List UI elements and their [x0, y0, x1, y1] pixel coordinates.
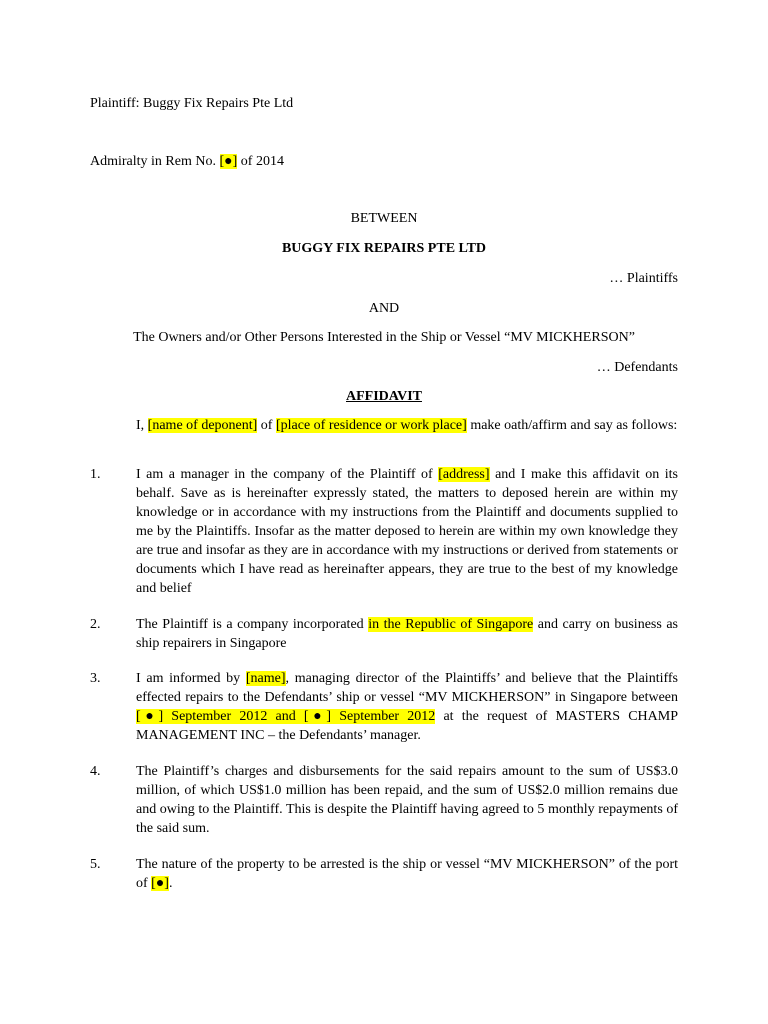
paragraph-3: [90, 669, 678, 745]
defendant-name: The Owners and/or Other Persons Interested in the Ship or Vessel “MV MICKHERSON”: [133, 330, 635, 345]
paragraph-number: 3.: [90, 671, 101, 686]
paragraph-text-part: at the request of MASTERS CHAMP MANAGEMENT INC – the Defendants’ manager.: [136, 709, 678, 743]
paragraph-2: [90, 615, 678, 653]
intro-paragraph: [90, 416, 678, 435]
jurisdiction-highlight: in the Republic of Singapore: [368, 617, 534, 632]
paragraph-text-part: The Plaintiff is a company incorporated: [136, 617, 369, 632]
paragraph-text: The Plaintiff’s charges and disbursements for the said repairs amount to the sum of US$3.0 million, of which US$1.0 million has been repaid, and the sum of US$2.0 million remains due and owing to the Plaintiff. This is despite the Plaintiff having agreed to 5 monthly repayments of the said sum.: [136, 764, 678, 836]
defendant-role: … Defendants: [596, 360, 678, 375]
paragraph-1: [90, 465, 678, 598]
paragraph-text-part: and I make this affidavit on its behalf. Save as is hereinafter expressly stated, the matters to deposed herein are within my knowledge or in accordance with my instructions from the Plaintiff and documents supplied to me by the Plaintiffs. Insofar as the matter deposed to herein are within my own knowledge they are true and insofar as they are in accordance with my instructions or derived from statements or documents which I have read as hereinafter appears, they are true to the best of my knowledge and belief: [136, 467, 678, 596]
paragraph-5: [90, 855, 678, 893]
paragraph-text: [136, 669, 678, 745]
plaintiff-role: … Plaintiffs: [609, 271, 678, 286]
date-range-placeholder: [●] September 2012 and [●] September 2012: [136, 709, 436, 724]
intro-text-2: of: [257, 418, 276, 433]
paragraph-text-part: .: [168, 876, 173, 891]
paragraph-4: [90, 762, 678, 838]
case-number-suffix: of 2014: [237, 154, 284, 169]
paragraph-text: [136, 855, 678, 893]
paragraph-number: 1.: [90, 467, 101, 482]
residence-placeholder: [place of residence or work place]: [275, 418, 467, 433]
paragraph-text-part: , managing director of the Plaintiffs’ and believe that the Plaintiffs effected repairs to the Defendants’ ship or vessel “MV MICKHERSON” in Singapore between: [136, 671, 678, 705]
between-label: BETWEEN: [350, 211, 418, 226]
plaintiff-header: Plaintiff: Buggy Fix Repairs Pte Ltd: [90, 96, 294, 111]
name-placeholder: [name]: [245, 671, 286, 686]
case-number-line: [90, 152, 284, 171]
intro-text-1: I,: [136, 418, 148, 433]
port-placeholder: [●]: [151, 876, 169, 891]
document-title: AFFIDAVIT: [346, 389, 422, 404]
paragraph-number: 4.: [90, 764, 101, 779]
address-placeholder: [address]: [438, 467, 490, 482]
paragraph-text-part: The nature of the property to be arrested is the ship or vessel “MV MICKHERSON” of the port of: [136, 857, 678, 891]
and-label: AND: [368, 301, 400, 316]
paragraph-text: [136, 615, 678, 653]
case-number-prefix: Admiralty in Rem No.: [90, 154, 220, 169]
intro-text-3: make oath/affirm and say as follows:: [466, 418, 678, 433]
deponent-placeholder: [name of deponent]: [147, 418, 258, 433]
paragraph-number: 2.: [90, 617, 101, 632]
paragraph-text-part: I am informed by: [136, 671, 246, 686]
paragraph-text-part: I am a manager in the company of the Plaintiff of: [136, 467, 439, 482]
paragraph-text-part: and carry on business as ship repairers in Singapore: [136, 617, 679, 651]
case-number-placeholder: [●]: [219, 154, 238, 169]
plaintiff-name: BUGGY FIX REPAIRS PTE LTD: [281, 241, 487, 256]
paragraph-text: [136, 465, 678, 598]
paragraph-number: 5.: [90, 857, 101, 872]
